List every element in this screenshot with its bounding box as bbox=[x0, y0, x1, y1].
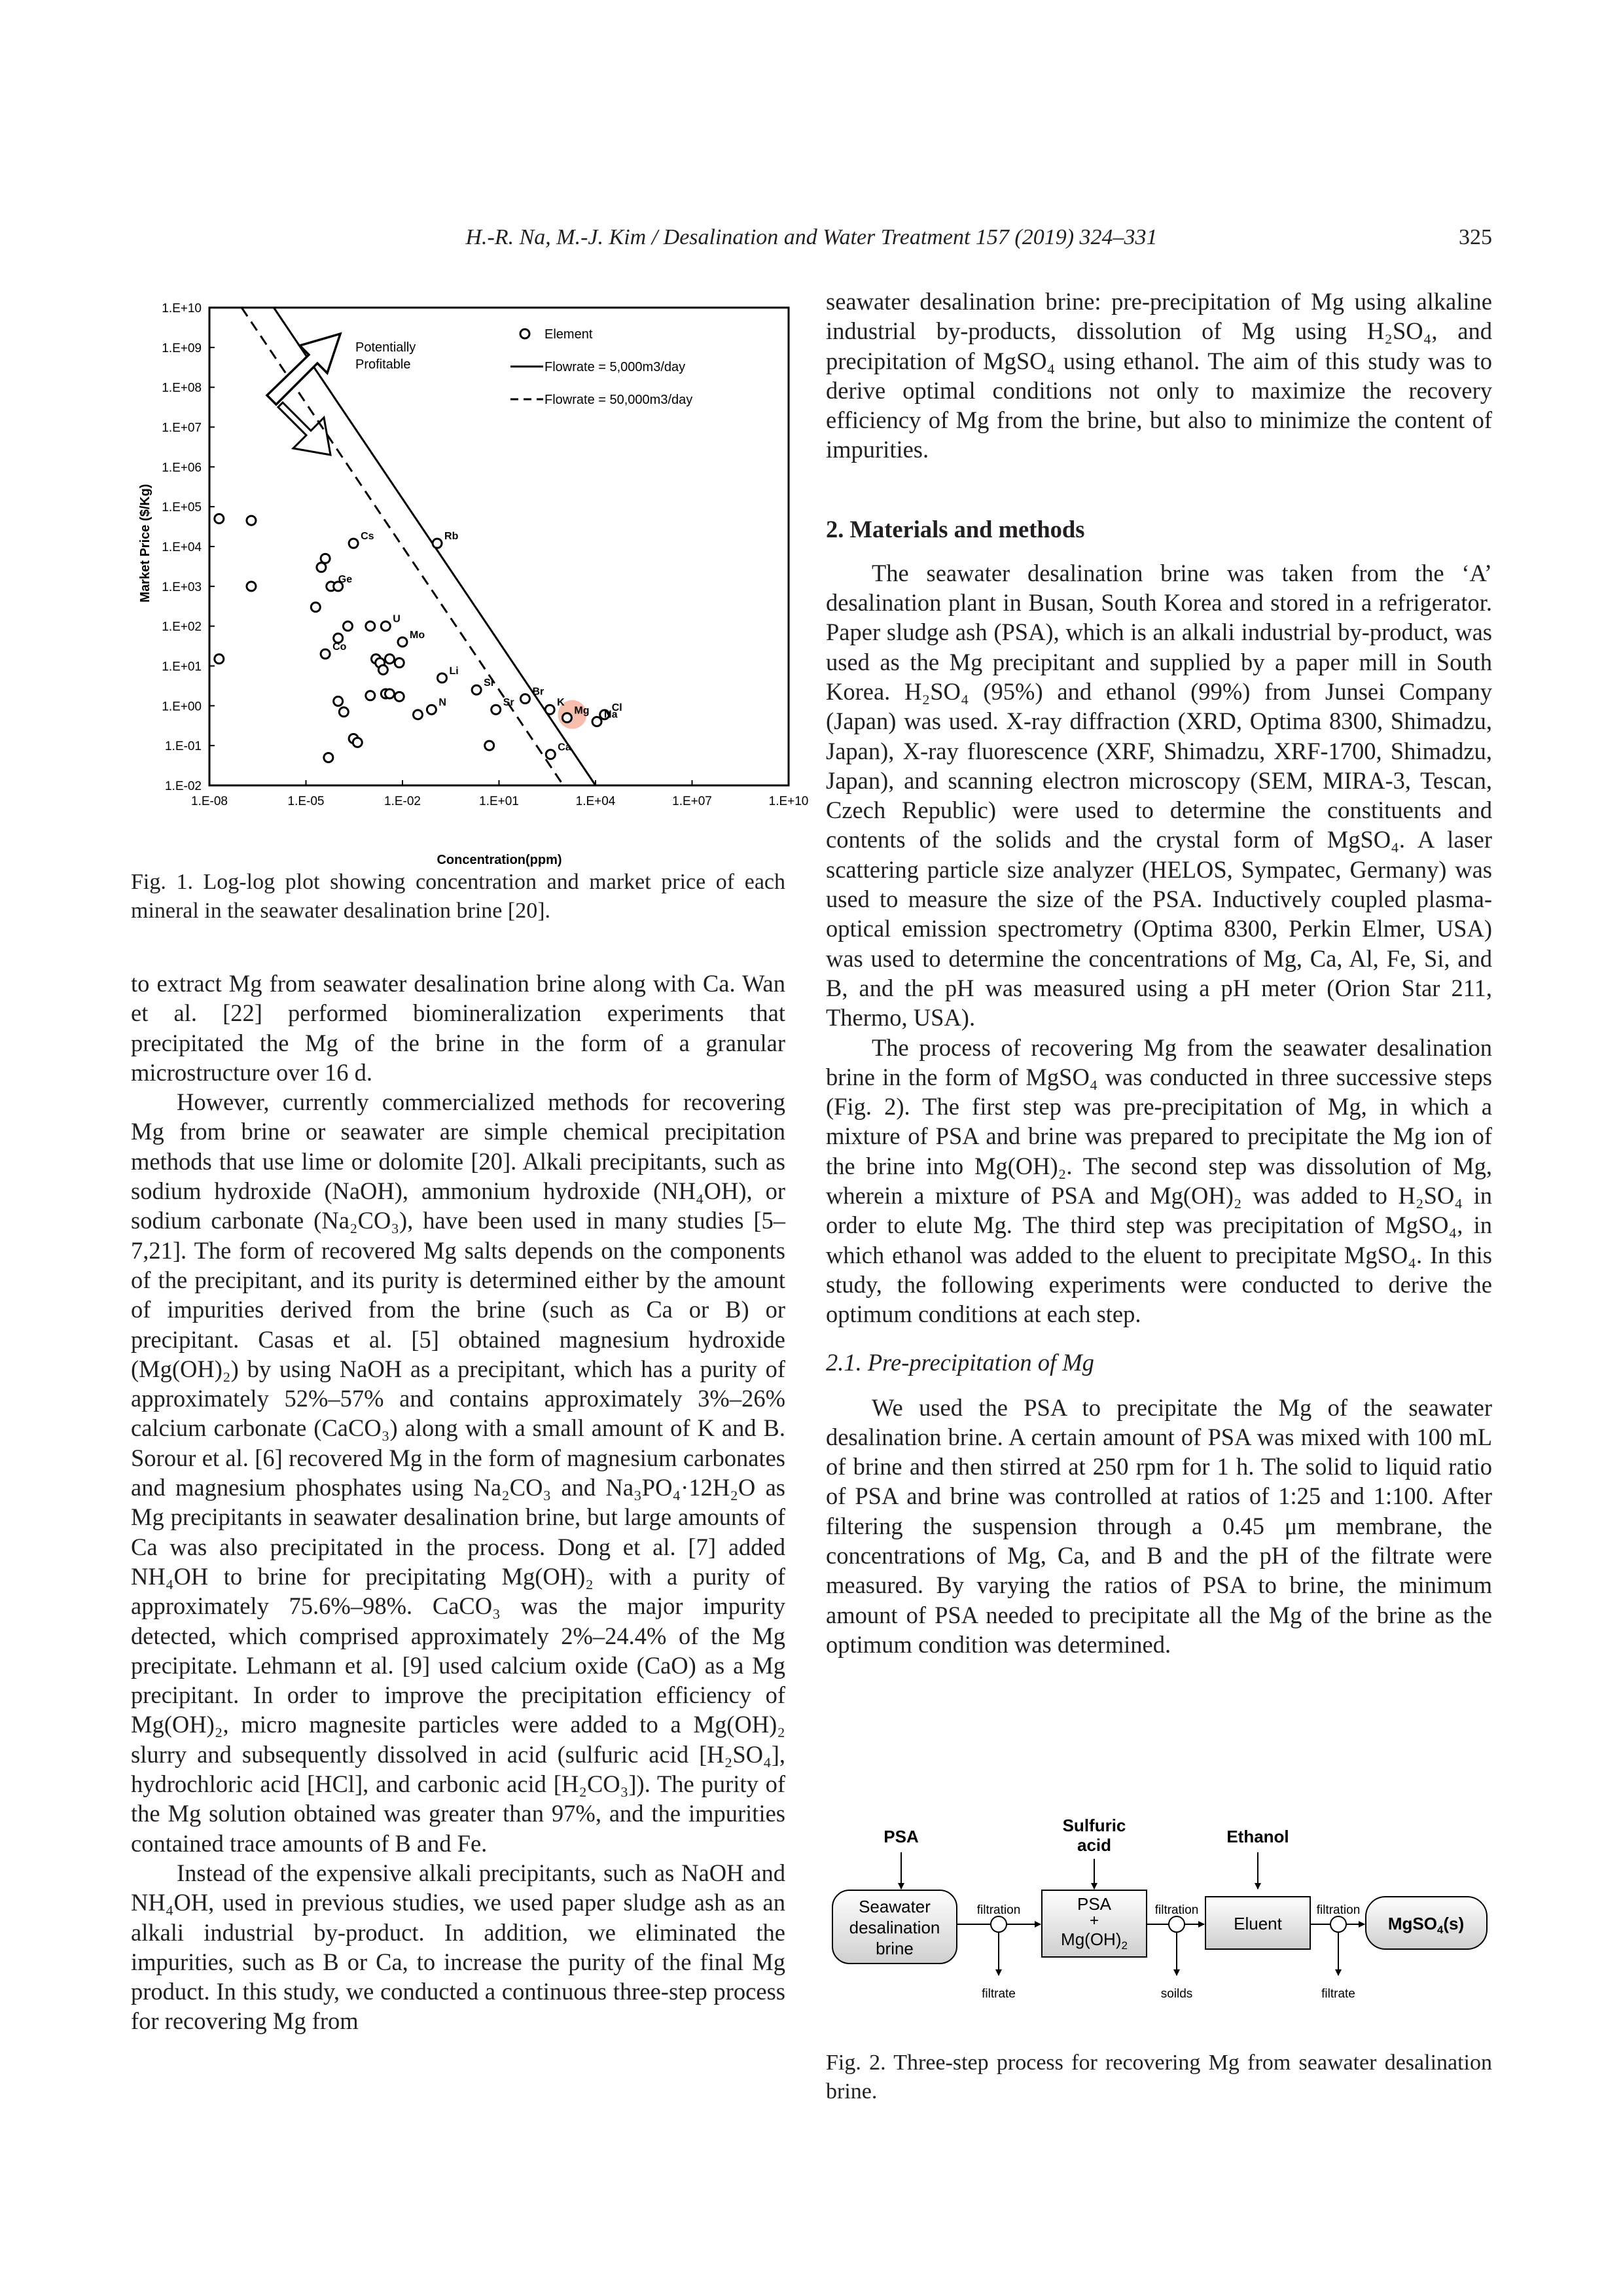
output-label-3: filtrate bbox=[1321, 1987, 1355, 2001]
point-label: Li bbox=[449, 665, 459, 677]
data-point bbox=[427, 705, 436, 714]
y-tick-label: 1.E+05 bbox=[162, 501, 202, 515]
data-point bbox=[321, 649, 330, 658]
point-label: Mo bbox=[410, 629, 425, 641]
data-point bbox=[381, 622, 390, 631]
data-point bbox=[437, 673, 446, 683]
filtration-label-1: filtration bbox=[976, 1903, 1021, 1917]
point-label: Sr bbox=[503, 697, 514, 709]
data-point bbox=[311, 603, 320, 612]
point-label: U bbox=[393, 613, 401, 625]
y-tick-label: 1.E-02 bbox=[165, 780, 202, 793]
data-point bbox=[472, 685, 481, 694]
data-point bbox=[385, 655, 394, 664]
y-tick-label: 1.E+01 bbox=[162, 660, 202, 674]
x-tick-label: 1.E+01 bbox=[479, 795, 519, 808]
y-tick-label: 1.E+06 bbox=[162, 461, 202, 475]
point-label: Co bbox=[332, 641, 347, 653]
data-point bbox=[324, 753, 333, 762]
section-heading-methods: 2. Materials and methods bbox=[826, 515, 1085, 543]
data-point bbox=[385, 689, 394, 698]
filtration-node-3 bbox=[1310, 1916, 1364, 1975]
data-point bbox=[349, 539, 358, 548]
legend-element: Element bbox=[544, 327, 593, 342]
data-point bbox=[395, 692, 404, 701]
point-label: Ge bbox=[338, 573, 353, 585]
data-point bbox=[247, 582, 256, 591]
data-point bbox=[247, 516, 256, 525]
data-point bbox=[334, 696, 343, 706]
y-tick-label: 1.E+03 bbox=[162, 580, 202, 594]
point-label: Mg bbox=[574, 705, 590, 717]
arrow-label-1: Potentially bbox=[355, 340, 416, 355]
data-point bbox=[339, 708, 348, 717]
brine-text-2: desalination bbox=[849, 1918, 940, 1937]
legend-flow2: Flowrate = 50,000m3/day bbox=[544, 393, 693, 407]
y-tick-label: 1.E-01 bbox=[165, 740, 202, 754]
psa-label: PSA bbox=[883, 1827, 919, 1846]
product-text: MgSO$_4$(s) bbox=[1387, 1914, 1465, 1936]
data-point bbox=[398, 637, 407, 647]
left-paragraph-1: to extract Mg from seawater desalination brine along with Ca. Wan et al. [22] performed biomineralization experiments that precipitated the Mg of the brine in the form of a granular microstructure over 16 d. bbox=[131, 970, 785, 1086]
chart-legend bbox=[510, 327, 692, 407]
right-column bbox=[826, 287, 1492, 1659]
ethanol-label: Ethanol bbox=[1226, 1827, 1289, 1846]
x-tick-label: 1.E+07 bbox=[672, 795, 712, 808]
sulfuric-label-2: acid bbox=[1077, 1835, 1112, 1855]
data-point bbox=[215, 655, 224, 664]
data-point bbox=[317, 563, 326, 572]
filtration-label-3: filtration bbox=[1316, 1903, 1361, 1917]
x-tick-label: 1.E-08 bbox=[191, 795, 228, 808]
running-header bbox=[131, 225, 1492, 258]
point-label: Ca bbox=[558, 742, 571, 753]
left-column bbox=[131, 969, 785, 2036]
section-gap bbox=[826, 465, 1492, 514]
y-tick-label: 1.E+02 bbox=[162, 620, 202, 634]
legend-element-marker bbox=[520, 329, 529, 338]
point-label: Si bbox=[484, 677, 494, 689]
filtration-node-2 bbox=[1147, 1916, 1204, 1975]
right-paragraph-3: The process of recovering Mg from the seawater desalination brine in the form of MgSO₄ was conducted in three successive steps (Fig. 2). The first step was pre-precipitation of Mg, in which a mixture of PSA and brine was prepared to precipitate the Mg ion of the brine into Mg(OH)₂. The second step was dissolution of Mg, wherein a mixture of PSA and Mg(OH)₂ was added to H₂SO₄ in order to elute Mg. The third step was precipitation of MgSO₄, in which ethanol was added to the eluent to precipitate MgSO₄. In this study, the following experiments were conducted to derive the optimum conditions at each step. bbox=[826, 1033, 1492, 1328]
y-tick-label: 1.E+04 bbox=[162, 541, 202, 554]
y-tick-label: 1.E+00 bbox=[162, 700, 202, 714]
left-paragraph-3: Instead of the expensive alkali precipitants, such as NaOH and NH₄OH, used in previous studies, we used paper sludge ash as an alkali industrial by-product. In addition, we eliminated the impurities, such as B or Ca, to increase the purity of the final Mg product. In this study, we conducted a continuous three-step process for recovering Mg from bbox=[131, 1859, 785, 2035]
data-point bbox=[413, 710, 422, 719]
x-tick-label: 1.E+04 bbox=[575, 795, 616, 808]
mix-text-2: + bbox=[1089, 1912, 1099, 1929]
data-point bbox=[433, 539, 442, 548]
data-point bbox=[592, 717, 601, 726]
chart-axes bbox=[162, 302, 808, 808]
data-point bbox=[321, 554, 330, 563]
filtration-node-1 bbox=[957, 1916, 1041, 1975]
figure-2-process-diagram bbox=[826, 1813, 1492, 2009]
data-point bbox=[485, 741, 494, 750]
sulfuric-label-1: Sulfuric bbox=[1062, 1816, 1126, 1835]
output-label-2: soilds bbox=[1160, 1987, 1193, 2001]
data-point bbox=[545, 705, 554, 714]
data-point bbox=[353, 738, 362, 747]
filtration-label-2: filtration bbox=[1154, 1903, 1199, 1917]
point-label: Cl bbox=[611, 702, 622, 713]
point-label: N bbox=[438, 697, 446, 709]
right-paragraph-4: We used the PSA to precipitate the Mg of the seawater desalination brine. A certain amount of PSA was mixed with 100 mL of brine and then stirred at 250 rpm for 1 h. The solid to liquid ratio of PSA and brine was controlled at ratios of 1:25 and 1:100. After filtering the suspension through a 0.45 μm membrane, the concentrations of Mg, Ca, and B and the pH of the filtrate were measured. By varying the ratios of PSA to brine, the minimum amount of PSA needed to precipitate all the Mg of the brine as the optimum condition was determined. bbox=[826, 1393, 1492, 1658]
left-paragraph-2: However, currently commercialized methods for recovering Mg from brine or seawater are simple chemical precipitation methods that use lime or dolomite [20]. Alkali precipitants, such as sodium hydroxide (NaOH), ammonium hydroxide (NH₄OH), or sodium carbonate (Na₂CO₃), have been used in many studies [5–7,21]. The form of recovered Mg salts depends on the components of the precipitant, and its purity is determined either by the amount of impurities derived from the brine (such as Ca or B) or precipitant. Casas et al. [5] obtained magnesium hydroxide (Mg(OH)₂) by using NaOH as a precipitant, which has a purity of approximately 52%–57% and contains approximately 3%–26% calcium carbonate (CaCO₃) along with a small amount of K and B. Sorour et al. [6] recovered Mg in the form of magnesium carbonates and magnesium phosphates using Na₂CO₃ and Na₃PO₄·12H₂O as Mg precipitants in seawater desalination brine, but large amounts of Ca was also precipitated in the process. Dong et al. [7] added NH₄OH to brine for precipitating Mg(OH)₂ with a purity of approximately 75.6%–98%. CaCO₃ was the major impurity detected, which comprised approximately 2%–24.4% of the Mg precipitate. Lehmann et al. [9] used calcium oxide (CaO) as a Mg precipitant. In order to improve the precipitation efficiency of Mg(OH)₂, micro magnesite particles were added to a Mg(OH)₂ slurry and subsequently dissolved in acid (sulfuric acid [H₂SO₄], hydrochloric acid [HCl], and carbonic acid [H₂CO₃]). The purity of the Mg solution obtained was greater than 97%, and the impurities contained trace amounts of B and Fe. bbox=[131, 1088, 785, 1857]
data-point bbox=[395, 658, 404, 668]
y-axis-label: Market Price ($/Kg) bbox=[138, 484, 152, 603]
data-point bbox=[366, 691, 375, 700]
subheading-gap bbox=[826, 1377, 1492, 1393]
data-point bbox=[378, 665, 387, 674]
heading-gap bbox=[826, 544, 1492, 558]
x-tick-label: 1.E-02 bbox=[384, 795, 421, 808]
data-point bbox=[343, 622, 352, 631]
brine-text-1: Seawater bbox=[859, 1897, 931, 1916]
x-tick-label: 1.E-05 bbox=[287, 795, 325, 808]
brine-text-3: brine bbox=[876, 1939, 914, 1958]
point-label: Rb bbox=[444, 531, 459, 543]
legend-flow1: Flowrate = 5,000m3/day bbox=[544, 360, 686, 374]
journal-citation: H.-R. Na, M.-J. Kim / Desalination and Water Treatment 157 (2019) 324–331 bbox=[465, 225, 1158, 249]
eluent-text: Eluent bbox=[1234, 1914, 1282, 1933]
x-axis-label: Concentration(ppm) bbox=[437, 853, 562, 867]
data-point bbox=[491, 705, 501, 714]
right-paragraph-1: seawater desalination brine: pre-precipitation of Mg using alkaline industrial by-products, dissolution of Mg using H₂SO₄, and precipitation of MgSO₄ using ethanol. The aim of this study was to derive optimal conditions not only to maximize the recovery efficiency of Mg from the brine, but also to minimize the content of impurities. bbox=[826, 288, 1492, 463]
point-label: Cs bbox=[361, 531, 374, 543]
subsection-gap bbox=[826, 1329, 1492, 1348]
mix-text-1: PSA bbox=[1077, 1894, 1112, 1914]
right-paragraph-2: The seawater desalination brine was taken from the ‘A’ desalination plant in Busan, South Korea and stored in a refrigerator. Paper sludge ash (PSA), which is an alkali industrial by-product, was used as the Mg precipitant and supplied by a paper mill in South Korea. H₂SO₄ (95%) and ethanol (99%) from Junsei Company (Japan) was used. X-ray diffraction (XRD, Optima 8300, Shimadzu, Japan), X-ray fluorescence (XRF, Shimadzu, XRF-1700, Shimadzu, Japan), and scanning electron microscopy (SEM, MIRA-3, Tescan, Czech Republic) were used to determine the constituents and contents of the solids and the crystal form of MgSO₄. A laser scattering particle size analyzer (HELOS, Sympatec, Germany) was used to measure the size of the PSA. Inductively coupled plasma-optical emission spectrometry (Optima 8300, Perkin Elmer, USA) was used to determine the concentrations of Mg, Ca, Al, Fe, Si, and B, and the pH was measured using a pH meter (Orion Star 211, Thermo, USA). bbox=[826, 559, 1492, 1031]
page-number: 325 bbox=[1459, 225, 1492, 249]
output-label-1: filtrate bbox=[982, 1987, 1016, 2001]
data-point bbox=[520, 694, 529, 704]
y-tick-label: 1.E+09 bbox=[162, 341, 202, 355]
data-point bbox=[215, 514, 224, 523]
arrow-label-2: Profitable bbox=[355, 357, 411, 372]
data-point bbox=[366, 622, 375, 631]
y-tick-label: 1.E+10 bbox=[162, 302, 202, 315]
data-point bbox=[546, 750, 555, 759]
figure-1-caption: Fig. 1. Log-log plot showing concentration and market price of each mineral in the seawater desalination brine [20]. bbox=[131, 870, 785, 923]
x-tick-label: 1.E+10 bbox=[768, 795, 809, 808]
subsection-heading: 2.1. Pre-precipitation of Mg bbox=[826, 1348, 1094, 1376]
point-label: Na bbox=[604, 709, 618, 721]
data-point bbox=[562, 713, 571, 723]
point-label: K bbox=[557, 697, 565, 709]
mix-text-3: $Mg(OH)_2$ bbox=[1061, 1929, 1128, 1952]
figure-2-caption: Fig. 2. Three-step process for recovering Mg from seawater desalination brine. bbox=[826, 2051, 1492, 2104]
y-tick-label: 1.E+07 bbox=[162, 421, 202, 435]
y-tick-label: 1.E+08 bbox=[162, 381, 202, 395]
figure-1-chart bbox=[131, 288, 809, 870]
point-label: Br bbox=[532, 686, 544, 698]
